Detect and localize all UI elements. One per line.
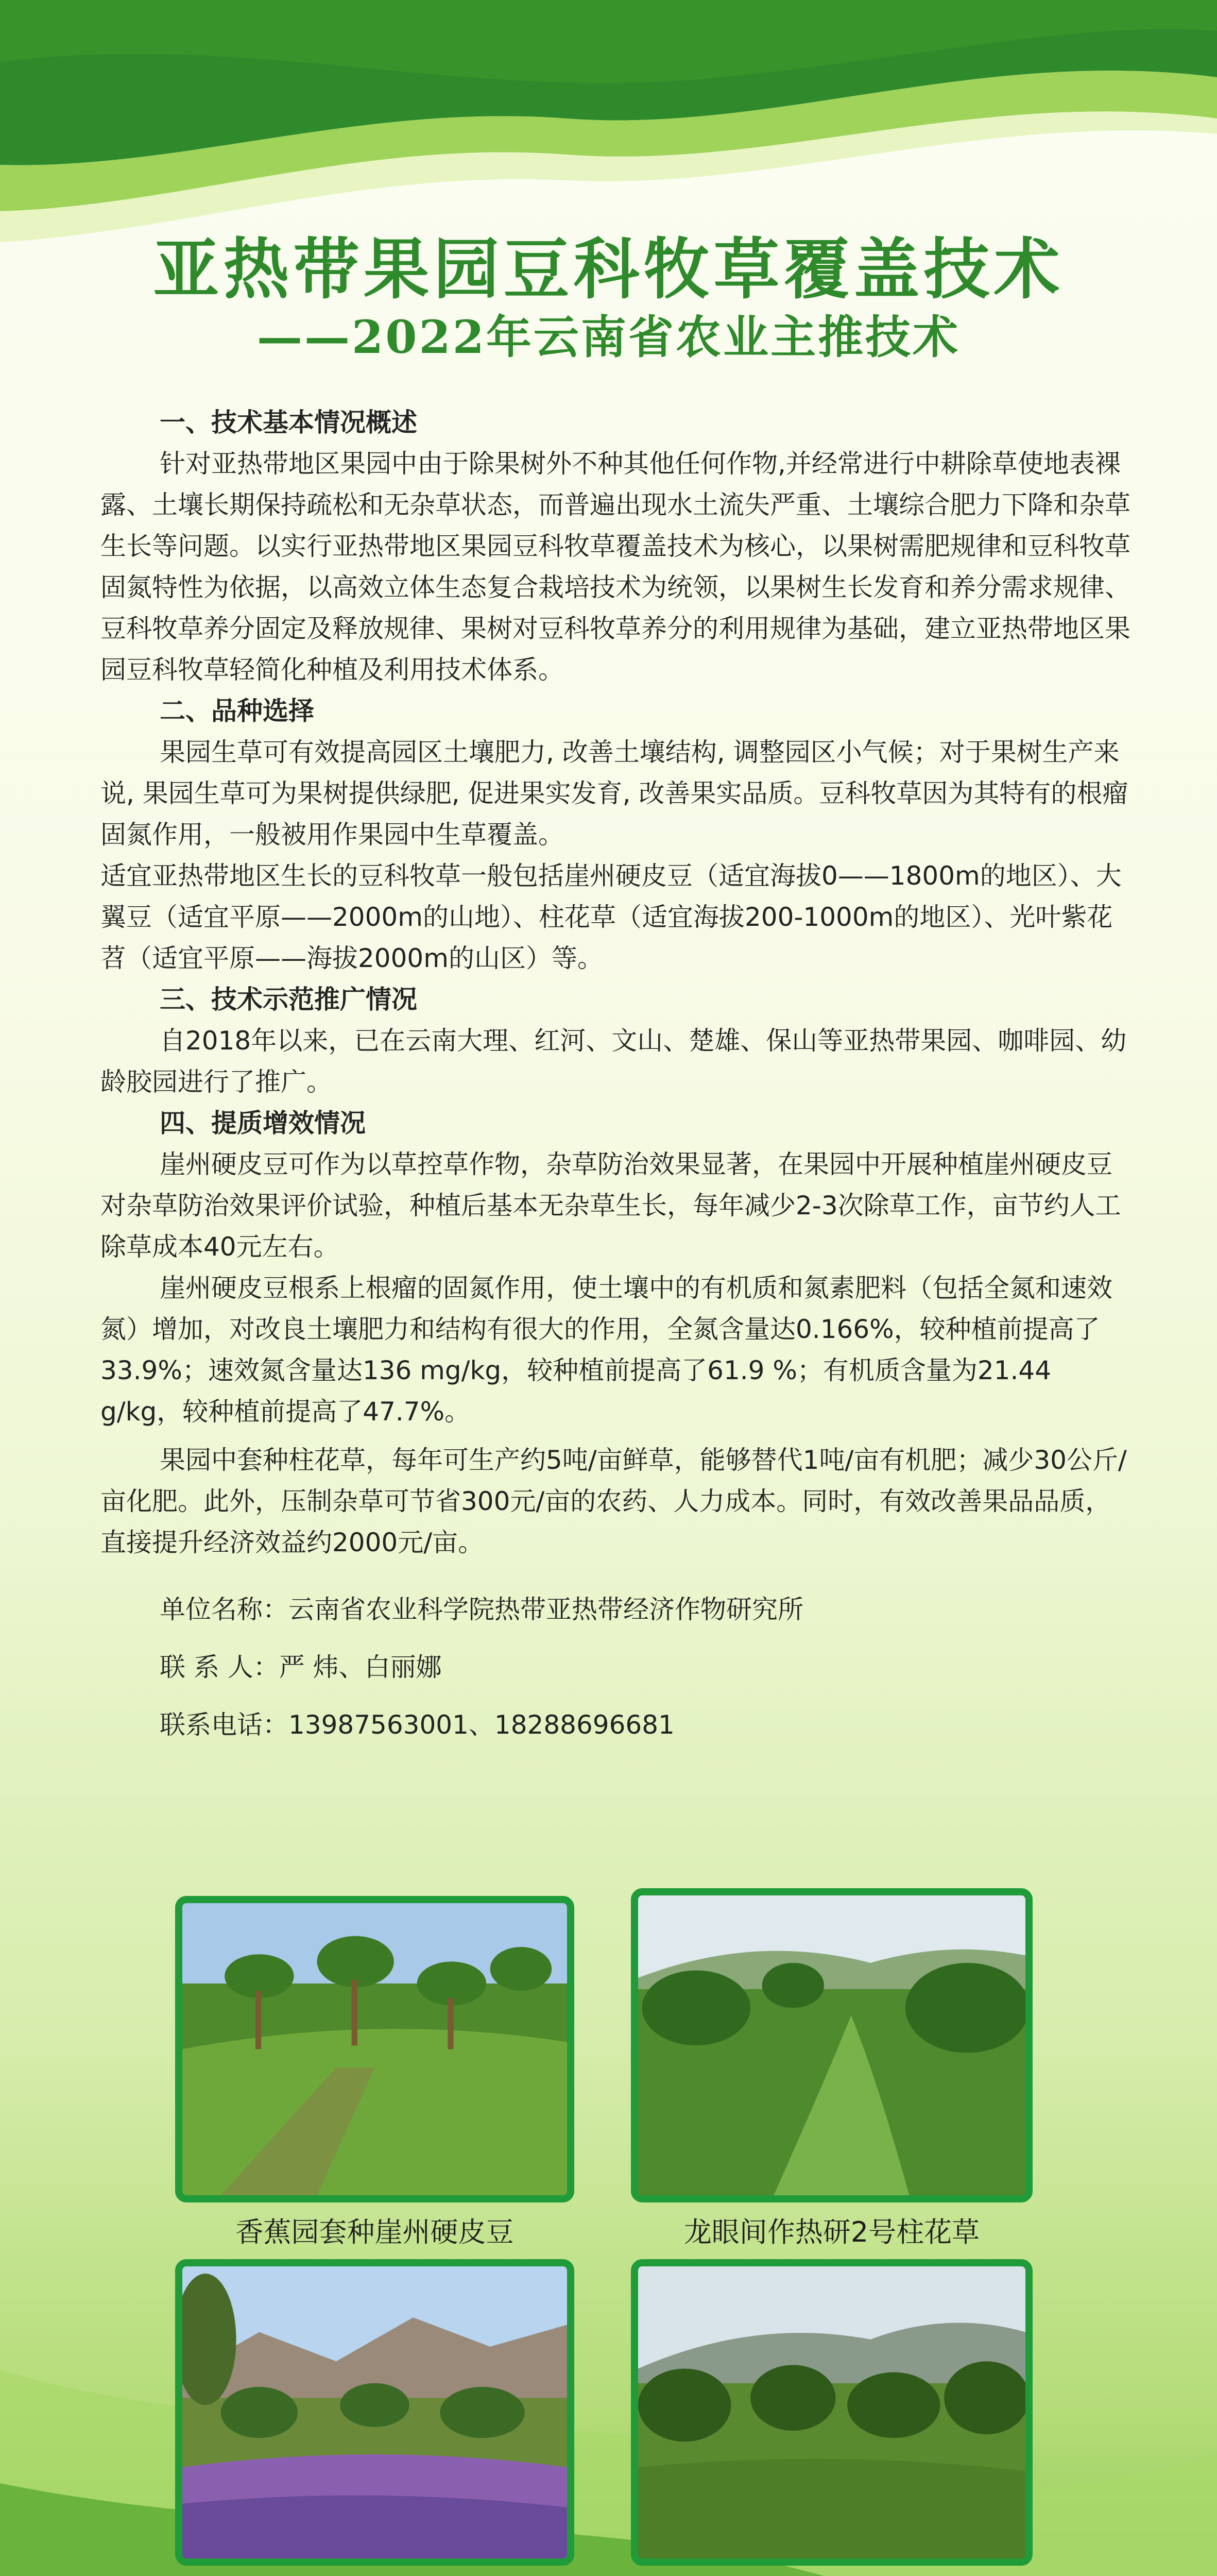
section-heading-varieties: 二、品种选择 [160, 696, 314, 726]
promotion-paragraph: 自2018年以来，已在云南大理、红河、文山、楚雄、保山等亚热带果园、咖啡园、幼龄胶园进行了推广。 [100, 1026, 1127, 1097]
varieties-paragraph-1: 果园生草可有效提高园区土壤肥力, 改善土壤结构, 调整园区小气候；对于果树生产来说, 果园生草可为果树提供绿肥, 促进果实发育, 改善果实品质。豆科牧草因为其特有的根瘤固氮作用，一般被用作果园中生草覆盖。 [100, 737, 1128, 850]
longan-orchard-photo [631, 1888, 1033, 2202]
page-subtitle: ——2022年云南省农业主推技术 [257, 310, 960, 364]
main-content [100, 402, 1130, 1762]
contact-phone: 联系电话：13987563001、18288696681 [160, 1710, 675, 1740]
section-heading-benefits: 四、提质增效情况 [160, 1108, 366, 1138]
contact-unit: 单位名称：云南省农业科学院热带亚热带经济作物研究所 [160, 1595, 803, 1624]
oil-palm-photo [631, 2259, 1033, 2566]
page-title: 亚热带果园豆科牧草覆盖技术 [153, 231, 1064, 308]
banana-orchard-photo [175, 1896, 574, 2202]
benefits-paragraph-1: 崖州硬皮豆可作为以草控草作物，杂草防治效果显著，在果园中开展种植崖州硬皮豆对杂草防治效果评价试验，种植后基本无杂草生长，每年减少2-3次除草工作，亩节约人工除草成本40元左右。 [100, 1149, 1121, 1262]
section-heading-promotion: 三、技术示范推广情况 [160, 985, 417, 1014]
varieties-paragraph-2: 适宜亚热带地区生长的豆科牧草一般包括崖州硬皮豆（适宜海拔0——1800m的地区）、大翼豆（适宜平原——2000m的山地）、柱花草（适宜海拔200-1000m的地区）、光叶紫花苕（适宜平原——海拔2000m的山区）等。 [100, 861, 1122, 973]
overview-paragraph: 针对亚热带地区果园中由于除果树外不种其他任何作物,并经常进行中耕除草使地表裸露、土壤长期保持疏松和无杂草状态，而普遍出现水土流失严重、土壤综合肥力下降和杂草生长等问题。以实行亚热带地区果园豆科牧草覆盖技术为核心，以果树需肥规律和豆科牧草固氮特性为依据，以高效立体生态复合栽培技术为统领，以果树生长发育和养分需求规律、豆科牧草养分固定及释放规律、果树对豆科牧草养分的利用规律为基础，建立亚热带地区果园豆科牧草轻简化种植及利用技术体系。 [100, 449, 1130, 685]
photo-caption-mango [175, 2573, 574, 2576]
section-heading-overview: 一、技术基本情况概述 [160, 408, 417, 437]
mango-orchard-photo [175, 2259, 574, 2566]
photo-caption-banana: 香蕉园套种崖州硬皮豆 [235, 2216, 514, 2248]
benefits-paragraph-2: 崖州硬皮豆根系上根瘤的固氮作用，使土壤中的有机质和氮素肥料（包括全氮和速效氮）增加，对改良土壤肥力和结构有很大的作用，全氮含量达0.166%，较种植前提高了33.9%；速效氮含量达136 mg/kg，较种植前提高了61.9 %；有机质含量为21.44 g/kg，较种植前提高了47.7%。 [100, 1273, 1112, 1427]
photo-caption-oil-palm [631, 2573, 1033, 2576]
photo-caption-longan: 龙眼间作热研2号柱花草 [683, 2216, 980, 2248]
contact-person: 联 系 人：严 炜、白丽娜 [160, 1652, 442, 1682]
contact-block [100, 1589, 1130, 1745]
benefits-paragraph-3: 果园中套种柱花草，每年可生产约5吨/亩鲜草，能够替代1吨/亩有机肥；减少30公斤/亩化肥。此外，压制杂草可节省300元/亩的农药、人力成本。同时，有效改善果品品质，直接提升经济效益约2000元/亩。 [100, 1445, 1127, 1557]
